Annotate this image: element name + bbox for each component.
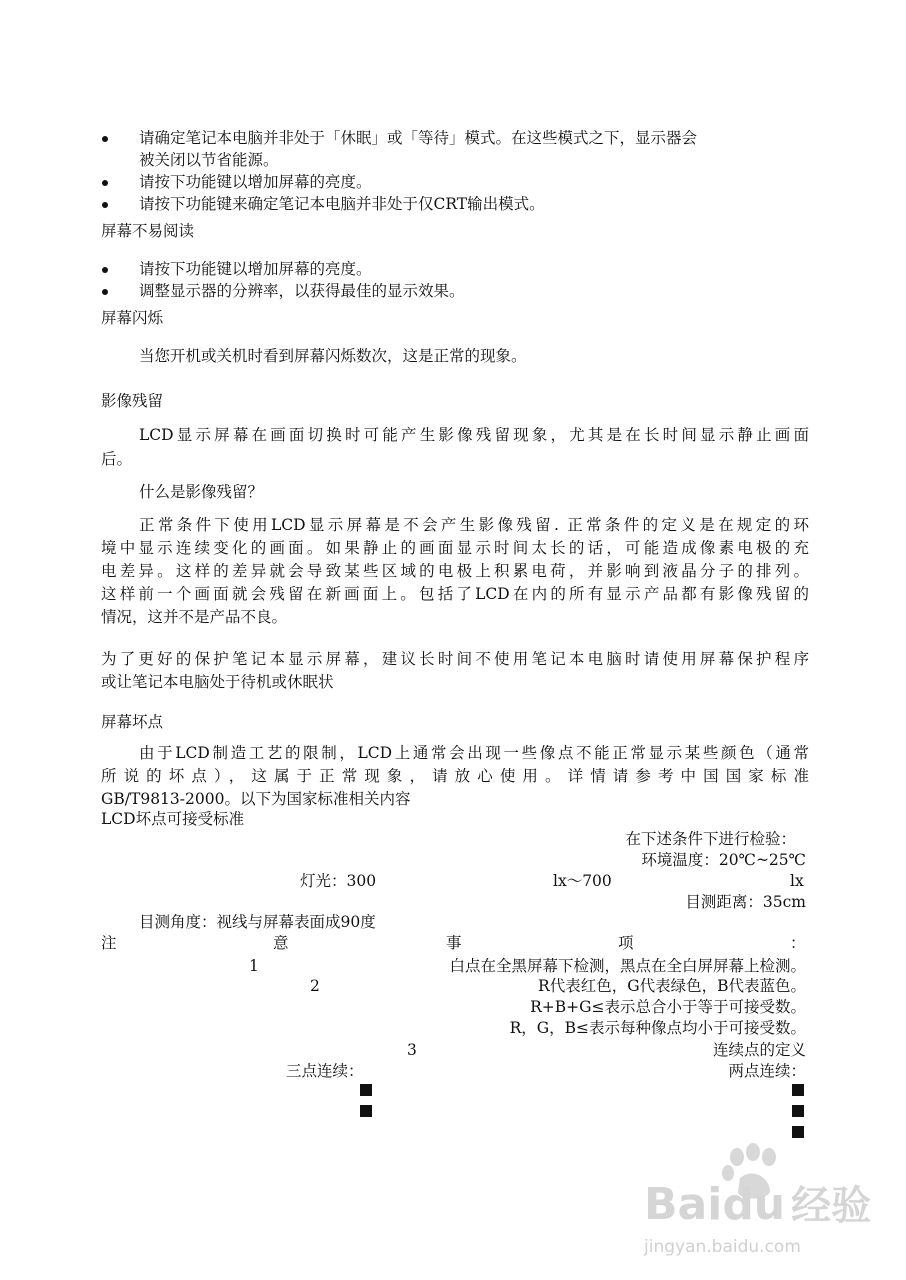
note-3-number: 3 (407, 1041, 417, 1059)
section-title-hard-to-read: 屏幕不易阅读 (101, 222, 195, 240)
light-mid: lx～700 (553, 872, 612, 890)
standard-title: LCD坏点可接受标准 (101, 810, 245, 828)
note-2-text: R代表红色，G代表绿色，B代表蓝色。 (538, 977, 806, 995)
notes-char: 项 (618, 934, 634, 952)
watermark-brand: Bai (644, 1179, 723, 1230)
ghost-paragraph-line: LCD显示屏幕在画面切换时可能产生影像残留现象，尤其是在长时间显示静止画面 (139, 426, 809, 444)
conditions-title: 在下述条件下进行检验： (625, 830, 796, 848)
note-2-sum: R+B+G≤表示总合小于等于可接受数。 (530, 998, 806, 1016)
notes-char: 事 (446, 934, 462, 952)
bullet-text: 请按下功能键以增加屏幕的亮度。 (139, 173, 372, 191)
section-title-dead-pixel: 屏幕坏点 (101, 713, 164, 731)
advice-line: 或让笔记本电脑处于待机或休眠状 (101, 673, 334, 691)
bullet-text: 请按下功能键来确定笔记本电脑并非处于仅CRT输出模式。 (139, 195, 545, 213)
ghost-body-line: 情况，这并不是产品不良。 (101, 608, 288, 626)
section-title-flicker: 屏幕闪烁 (101, 309, 164, 327)
note-2-number: 2 (310, 977, 320, 995)
flicker-text: 当您开机或关机时看到屏幕闪烁数次，这是正常的现象。 (139, 347, 527, 365)
light-unit: lx (790, 872, 804, 890)
notes-char: 意 (273, 934, 289, 952)
watermark-brand-2: du (722, 1179, 786, 1230)
advice-line: 为了更好的保护笔记本显示屏幕，建议长时间不使用笔记本电脑时请使用屏幕保护程序 (101, 650, 809, 668)
ghost-body-line: 正常条件下使用LCD显示屏幕是不会产生影像残留. 正常条件的定义是在规定的环 (139, 516, 809, 534)
pixel-square-icon (792, 1084, 804, 1096)
ghost-body-line: 电差异。这样的差异就会导致某些区域的电极上积累电荷，并影响到液晶分子的排列。 (101, 562, 809, 580)
section-title-ghost: 影像残留 (101, 392, 164, 410)
baidu-watermark (640, 1140, 880, 1270)
note-1-number: 1 (249, 957, 259, 975)
three-consecutive-label: 三点连续： (286, 1062, 364, 1080)
bullet-dot (102, 180, 108, 186)
ghost-paragraph-line: 后。 (101, 450, 133, 468)
pixel-square-icon (792, 1105, 804, 1117)
two-consecutive-label: 两点连续： (728, 1062, 806, 1080)
ghost-body-line: 境中显示连续变化的画面。如果静止的画面显示时间太长的话，可能造成像素电极的充 (101, 539, 809, 557)
note-1-text: 白点在全黑屏幕下检测，黑点在全白屏屏幕上检测。 (449, 957, 806, 975)
bullet-text: 调整显示器的分辨率，以获得最佳的显示效果。 (139, 282, 465, 300)
ghost-question: 什么是影像残留？ (139, 483, 264, 501)
bullet-dot (102, 136, 108, 142)
bullet-dot (102, 267, 108, 273)
ghost-body-line: 这样前一个画面就会残留在新画面上。包括了LCD在内的所有显示产品都有影像残留的 (101, 585, 809, 603)
note-2-each: R，G，B≤表示每种像点均小于可接受数。 (509, 1019, 806, 1037)
bullet-text-cont: 被关闭以节省能源。 (139, 151, 279, 169)
bullet-text: 请确定笔记本电脑并非处于「休眠」或「等待」模式。在这些模式之下，显示器会 (139, 129, 698, 147)
bullet-dot (102, 289, 108, 295)
pixel-square-icon (360, 1105, 372, 1117)
light-label: 灯光：300 (300, 872, 377, 890)
dead-pixel-intro-line: 由于LCD制造工艺的限制，LCD上通常会出现一些像点不能正常显示某些颜色（通常 (139, 744, 809, 762)
notes-char: ： (790, 934, 806, 952)
pixel-square-icon (360, 1084, 372, 1096)
env-temperature: 环境温度：20℃~25℃ (641, 851, 806, 869)
pixel-square-icon (792, 1126, 804, 1138)
bullet-text: 请按下功能键以增加屏幕的亮度。 (139, 260, 372, 278)
note-3-text: 连续点的定义 (712, 1041, 806, 1059)
dead-pixel-intro-line: GB/T9813-2000。以下为国家标准相关内容 (101, 790, 411, 808)
view-distance: 目测距离：35cm (685, 893, 806, 911)
notes-char: 注 (101, 934, 117, 952)
dead-pixel-intro-line: 所说的坏点），这属于正常现象，请放心使用。详情请参考中国国家标准 (101, 767, 809, 785)
watermark-brand-cn: 经验 (791, 1183, 872, 1229)
watermark-url: jingyan.baidu.com (644, 1237, 801, 1257)
bullet-dot (102, 202, 108, 208)
view-angle: 目测角度：视线与屏幕表面成90度 (139, 913, 376, 931)
